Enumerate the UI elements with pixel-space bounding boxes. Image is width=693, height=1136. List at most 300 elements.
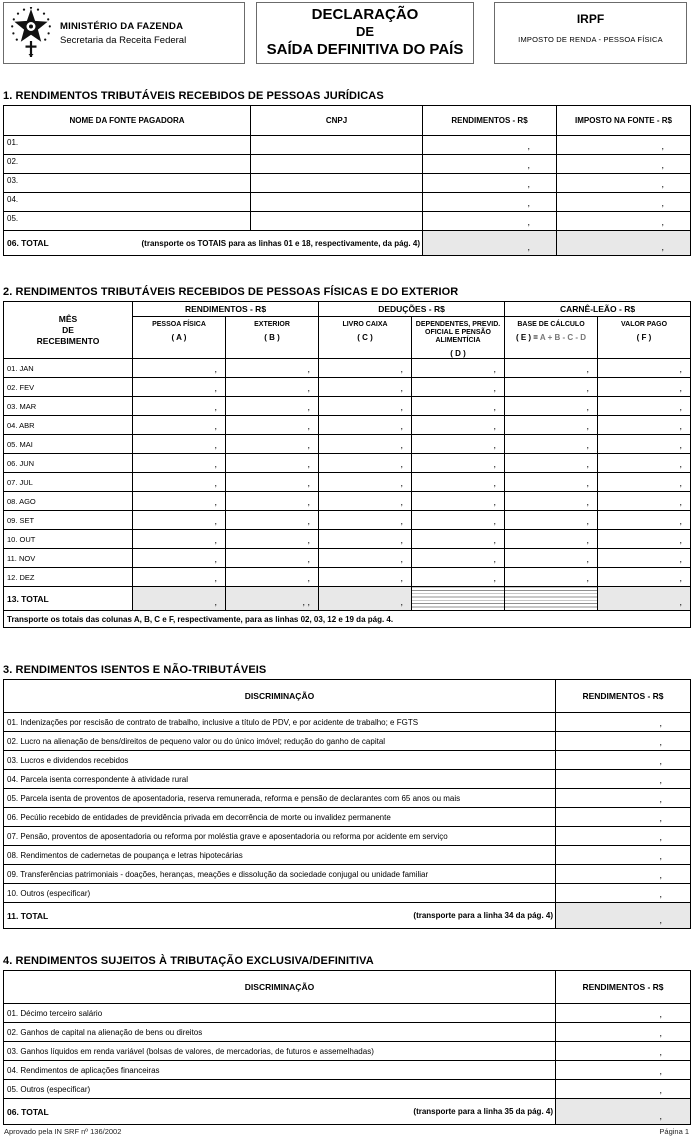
decimal-comma: , — [400, 402, 404, 413]
input-cell-d[interactable] — [412, 416, 505, 435]
ministry-name: MINISTÉRIO DA FAZENDA — [60, 20, 184, 32]
rendimentos-input-cell[interactable] — [556, 751, 691, 770]
decimal-comma: , — [307, 440, 311, 451]
hatched-cell-d — [412, 587, 505, 611]
fonte-input-cell[interactable] — [4, 174, 251, 193]
decimal-comma: , — [679, 421, 683, 432]
approval-note: Aprovado pela IN SRF nº 136/2002 — [4, 1127, 122, 1136]
month-row — [4, 549, 691, 568]
total-label-cell — [4, 903, 556, 929]
total-note: (transporte para a linha 35 da pág. 4) — [413, 1107, 553, 1117]
table-row — [4, 751, 691, 770]
row-description: 03. Ganhos líquidos em renda variável (bolsas de valores, de mercadorias, de futuros e assemelhadas) — [4, 1042, 556, 1061]
column-header-fonte: NOME DA FONTE PAGADORA — [4, 106, 251, 136]
fonte-input-cell[interactable] — [4, 136, 251, 155]
decimal-comma: , — [586, 402, 590, 413]
decimal-comma: , — [659, 1009, 662, 1020]
decimal-comma: , — [586, 497, 590, 508]
group-header-rendimentos: RENDIMENTOS - R$ — [133, 302, 319, 317]
rendimentos-input-cell[interactable] — [556, 1080, 691, 1099]
month-row — [4, 397, 691, 416]
table-row — [4, 846, 691, 865]
decimal-comma: , — [586, 535, 590, 546]
input-cell-d[interactable] — [412, 511, 505, 530]
decimal-comma: , — [659, 1085, 662, 1096]
table-row — [4, 212, 691, 231]
decimal-comma: , — [214, 421, 217, 432]
input-cell-b[interactable] — [226, 492, 319, 511]
decimal-comma: , — [214, 516, 217, 527]
month-label: 10. OUT — [4, 530, 133, 549]
decimal-comma: , — [400, 383, 404, 394]
decimal-comma: , — [586, 516, 590, 527]
rendimentos-input-cell[interactable] — [556, 827, 691, 846]
row-number: 03. — [7, 176, 19, 185]
column-header-base-calculo: BASE DE CÁLCULO ( E ) = A + B - C - D — [505, 317, 598, 359]
decimal-comma: , — [679, 535, 683, 546]
input-cell-d[interactable] — [412, 473, 505, 492]
decimal-comma: , — [586, 364, 590, 375]
input-cell-a[interactable] — [133, 473, 226, 492]
decimal-comma: , — [400, 478, 404, 489]
decimal-comma: , — [659, 737, 662, 748]
input-cell-e[interactable] — [505, 454, 598, 473]
decimal-comma: , — [659, 718, 662, 729]
decimal-comma: , — [661, 141, 664, 151]
total-label: 06. TOTAL — [7, 238, 49, 248]
total-row — [4, 1099, 691, 1125]
cnpj-input-cell[interactable] — [251, 155, 423, 174]
cnpj-input-cell[interactable] — [251, 136, 423, 155]
month-label: 08. AGO — [4, 492, 133, 511]
decimal-comma: , — [659, 915, 662, 926]
page-number: Página 1 — [659, 1127, 689, 1136]
input-cell-e[interactable] — [505, 359, 598, 378]
table-row — [4, 1004, 691, 1023]
month-label: 01. JAN — [4, 359, 133, 378]
month-row — [4, 454, 691, 473]
input-cell-b[interactable] — [226, 530, 319, 549]
rendimentos-input-cell[interactable] — [423, 193, 557, 212]
total-row — [4, 903, 691, 929]
column-header-discriminacao: DISCRIMINAÇÃO — [4, 680, 556, 713]
decimal-comma: , — [307, 383, 311, 394]
row-description: 08. Rendimentos de cadernetas de poupança e letras hipotecárias — [4, 846, 556, 865]
decimal-comma: , — [527, 179, 530, 189]
decimal-comma: , — [659, 775, 662, 786]
input-cell-a[interactable] — [133, 359, 226, 378]
decimal-comma: , — [400, 497, 404, 508]
total-cell-a — [133, 587, 226, 611]
table-row — [4, 713, 691, 732]
decimal-comma: , — [679, 597, 683, 608]
secretariat-name: Secretaria da Receita Federal — [60, 34, 187, 46]
input-cell-b[interactable] — [226, 378, 319, 397]
decimal-comma: , — [214, 597, 217, 608]
row-description: 09. Transferências patrimoniais - doações, heranças, meações e dissolução da sociedade conjugal ou unidade familiar — [4, 865, 556, 884]
rendimentos-input-cell[interactable] — [423, 155, 557, 174]
input-cell-e[interactable] — [505, 435, 598, 454]
table-row — [4, 174, 691, 193]
row-description: 10. Outros (especificar) — [4, 884, 556, 903]
table-row — [4, 155, 691, 174]
rendimentos-input-cell[interactable] — [556, 1023, 691, 1042]
table-row — [4, 827, 691, 846]
decimal-comma: , — [679, 402, 683, 413]
decimal-comma: , — [400, 459, 404, 470]
table-row — [4, 193, 691, 212]
decimal-comma: , — [661, 179, 664, 189]
total-label-cell — [4, 231, 423, 256]
row-description: 02. Lucro na alienação de bens/direitos de pequeno valor ou do único imóvel; redução do ganho de capital — [4, 732, 556, 751]
input-cell-f[interactable] — [598, 568, 691, 587]
input-cell-b[interactable] — [226, 511, 319, 530]
input-cell-b[interactable] — [226, 359, 319, 378]
decimal-comma: , — [493, 402, 497, 413]
imposto-input-cell[interactable] — [557, 155, 691, 174]
decimal-comma: , — [679, 497, 683, 508]
decimal-comma: , — [307, 497, 311, 508]
decimal-comma: , — [493, 383, 497, 394]
decimal-comma: , — [214, 364, 217, 375]
table-row — [4, 770, 691, 789]
form-title-line1: DECLARAÇÃO — [311, 6, 419, 23]
decimal-comma: , — [659, 813, 662, 824]
column-header-livro-caixa: LIVRO CAIXA ( C ) — [319, 317, 412, 359]
decimal-comma: , — [661, 198, 664, 208]
decimal-comma: , — [493, 478, 497, 489]
input-cell-d[interactable] — [412, 549, 505, 568]
input-cell-e[interactable] — [505, 473, 598, 492]
rendimentos-input-cell[interactable] — [556, 789, 691, 808]
rendimentos-input-cell[interactable] — [423, 174, 557, 193]
decimal-comma: , — [493, 459, 497, 470]
rendimentos-input-cell[interactable] — [556, 1004, 691, 1023]
input-cell-c[interactable] — [319, 378, 412, 397]
column-header-discriminacao: DISCRIMINAÇÃO — [4, 971, 556, 1004]
input-cell-c[interactable] — [319, 492, 412, 511]
table-row — [4, 789, 691, 808]
input-cell-e[interactable] — [505, 378, 598, 397]
table-row — [4, 808, 691, 827]
decimal-comma: , — [400, 364, 404, 375]
decimal-comma: , — [307, 516, 311, 527]
pj-income-table — [3, 105, 691, 256]
decimal-comma: , — [400, 535, 404, 546]
rendimentos-input-cell[interactable] — [556, 770, 691, 789]
brazil-coat-of-arms-icon — [11, 7, 51, 59]
decimal-comma: , — [307, 554, 311, 565]
total-cell-c — [319, 587, 412, 611]
imposto-input-cell[interactable] — [557, 136, 691, 155]
input-cell-b[interactable] — [226, 473, 319, 492]
table-row — [4, 1042, 691, 1061]
table-row — [4, 1080, 691, 1099]
decimal-comma: , — [586, 573, 590, 584]
input-cell-f[interactable] — [598, 416, 691, 435]
month-label: 06. JUN — [4, 454, 133, 473]
fonte-input-cell[interactable] — [4, 212, 251, 231]
input-cell-e[interactable] — [505, 511, 598, 530]
decimal-comma: , — [400, 573, 404, 584]
column-header-imposto: IMPOSTO NA FONTE - R$ — [557, 106, 691, 136]
month-row — [4, 473, 691, 492]
decimal-comma: , — [400, 421, 404, 432]
input-cell-f[interactable] — [598, 359, 691, 378]
decimal-comma: , — [214, 478, 217, 489]
decimal-comma: , — [493, 573, 497, 584]
column-header-rendimentos: RENDIMENTOS - R$ — [556, 680, 691, 713]
imposto-input-cell[interactable] — [557, 212, 691, 231]
input-cell-f[interactable] — [598, 454, 691, 473]
rendimentos-input-cell[interactable] — [556, 713, 691, 732]
decimal-comma: , — [527, 198, 530, 208]
decimal-comma: , — [400, 516, 404, 527]
column-header-valor-pago: VALOR PAGO ( F ) — [598, 317, 691, 359]
input-cell-d[interactable] — [412, 378, 505, 397]
decimal-comma: , — [493, 497, 497, 508]
input-cell-a[interactable] — [133, 435, 226, 454]
input-cell-c[interactable] — [319, 568, 412, 587]
input-cell-f[interactable] — [598, 530, 691, 549]
decimal-comma: , , — [302, 597, 311, 608]
imposto-input-cell[interactable] — [557, 193, 691, 212]
rendimentos-input-cell[interactable] — [556, 865, 691, 884]
input-cell-c[interactable] — [319, 416, 412, 435]
row-description: 02. Ganhos de capital na alienação de bens ou direitos — [4, 1023, 556, 1042]
input-cell-c[interactable] — [319, 454, 412, 473]
cnpj-input-cell[interactable] — [251, 174, 423, 193]
input-cell-d[interactable] — [412, 454, 505, 473]
decimal-comma: , — [679, 364, 683, 375]
cnpj-input-cell[interactable] — [251, 212, 423, 231]
decimal-comma: , — [527, 141, 530, 151]
decimal-comma: , — [659, 756, 662, 767]
input-cell-c[interactable] — [319, 359, 412, 378]
rendimentos-input-cell[interactable] — [556, 884, 691, 903]
month-row — [4, 511, 691, 530]
total-value-cell — [556, 903, 691, 929]
decimal-comma: , — [493, 516, 497, 527]
rendimentos-input-cell[interactable] — [556, 846, 691, 865]
total-cell-b — [226, 587, 319, 611]
row-number: 02. — [7, 157, 19, 166]
input-cell-c[interactable] — [319, 397, 412, 416]
decimal-comma: , — [586, 459, 590, 470]
decimal-comma: , — [307, 402, 311, 413]
decimal-comma: , — [659, 870, 662, 881]
total-row — [4, 587, 691, 611]
input-cell-a[interactable] — [133, 492, 226, 511]
group-header-deducoes: DEDUÇÕES - R$ — [319, 302, 505, 317]
decimal-comma: , — [679, 459, 683, 470]
decimal-comma: , — [493, 535, 497, 546]
rendimentos-input-cell[interactable] — [556, 732, 691, 751]
imposto-input-cell[interactable] — [557, 174, 691, 193]
decimal-comma: , — [307, 364, 311, 375]
input-cell-b[interactable] — [226, 435, 319, 454]
decimal-comma: , — [586, 478, 590, 489]
rendimentos-input-cell[interactable] — [423, 136, 557, 155]
input-cell-b[interactable] — [226, 549, 319, 568]
decimal-comma: , — [214, 383, 217, 394]
input-cell-c[interactable] — [319, 549, 412, 568]
decimal-comma: , — [400, 597, 404, 608]
rendimentos-input-cell[interactable] — [556, 1061, 691, 1080]
month-label: 09. SET — [4, 511, 133, 530]
decimal-comma: , — [661, 160, 664, 170]
decimal-comma: , — [214, 497, 217, 508]
table-row — [4, 884, 691, 903]
total-label: 13. TOTAL — [4, 587, 133, 611]
total-rendimentos-cell — [423, 231, 557, 256]
decimal-comma: , — [307, 478, 311, 489]
row-description: 07. Pensão, proventos de aposentadoria ou reforma por moléstia grave e aposentadoria ou reforma por acidente em serviço — [4, 827, 556, 846]
section-2-title: 2. RENDIMENTOS TRIBUTÁVEIS RECEBIDOS DE PESSOAS FÍSICAS E DO EXTERIOR — [3, 286, 459, 298]
row-description: 05. Parcela isenta de proventos de aposentadoria, reserva remunerada, reforma e pensão de declarantes com 65 anos ou mais — [4, 789, 556, 808]
fonte-input-cell[interactable] — [4, 155, 251, 174]
form-title-line2: DE — [355, 24, 375, 39]
table-row — [4, 732, 691, 751]
row-number: 01. — [7, 138, 19, 147]
irpf-box — [494, 2, 687, 64]
input-cell-d[interactable] — [412, 568, 505, 587]
column-header-rendimentos: RENDIMENTOS - R$ — [556, 971, 691, 1004]
input-cell-e[interactable] — [505, 492, 598, 511]
input-cell-c[interactable] — [319, 435, 412, 454]
row-number: 05. — [7, 214, 19, 223]
rendimentos-input-cell[interactable] — [556, 1042, 691, 1061]
table-row — [4, 136, 691, 155]
hatched-cell-e — [505, 587, 598, 611]
input-cell-f[interactable] — [598, 492, 691, 511]
input-cell-e[interactable] — [505, 416, 598, 435]
decimal-comma: , — [400, 554, 404, 565]
month-label: 02. FEV — [4, 378, 133, 397]
month-label: 11. NOV — [4, 549, 133, 568]
transport-note: Transporte os totais das colunas A, B, C e F, respectivamente, para as linhas 02, 03, 12 e 19 da pág. 4. — [4, 611, 691, 628]
input-cell-b[interactable] — [226, 568, 319, 587]
decimal-comma: , — [527, 160, 530, 170]
decimal-comma: , — [659, 1028, 662, 1039]
column-header-month: MÊS DE RECEBIMENTO — [4, 302, 133, 359]
page-footer — [3, 1127, 690, 1136]
input-cell-a[interactable] — [133, 530, 226, 549]
input-cell-e[interactable] — [505, 568, 598, 587]
input-cell-b[interactable] — [226, 397, 319, 416]
input-cell-a[interactable] — [133, 549, 226, 568]
irpf-label: IRPF — [576, 12, 605, 26]
input-cell-e[interactable] — [505, 549, 598, 568]
decimal-comma: , — [307, 421, 311, 432]
input-cell-f[interactable] — [598, 435, 691, 454]
input-cell-f[interactable] — [598, 549, 691, 568]
table-row — [4, 1061, 691, 1080]
total-label: 11. TOTAL — [7, 910, 49, 921]
column-header-cnpj: CNPJ — [251, 106, 423, 136]
input-cell-a[interactable] — [133, 378, 226, 397]
total-label-cell — [4, 1099, 556, 1125]
input-cell-d[interactable] — [412, 397, 505, 416]
row-number: 04. — [7, 195, 19, 204]
decimal-comma: , — [586, 421, 590, 432]
decimal-comma: , — [679, 383, 683, 394]
rendimentos-input-cell[interactable] — [556, 808, 691, 827]
input-cell-a[interactable] — [133, 454, 226, 473]
input-cell-f[interactable] — [598, 473, 691, 492]
input-cell-f[interactable] — [598, 397, 691, 416]
decimal-comma: , — [214, 573, 217, 584]
decimal-comma: , — [214, 440, 217, 451]
decimal-comma: , — [679, 478, 683, 489]
input-cell-a[interactable] — [133, 568, 226, 587]
total-cell-f — [598, 587, 691, 611]
input-cell-a[interactable] — [133, 397, 226, 416]
base-calculo-formula: A + B - C - D — [537, 333, 587, 343]
row-description: 04. Parcela isenta correspondente à atividade rural — [4, 770, 556, 789]
pf-exterior-income-table — [3, 301, 691, 628]
month-row — [4, 378, 691, 397]
input-cell-a[interactable] — [133, 511, 226, 530]
column-header-rendimentos: RENDIMENTOS - R$ — [423, 106, 557, 136]
input-cell-c[interactable] — [319, 473, 412, 492]
month-row — [4, 530, 691, 549]
decimal-comma: , — [661, 217, 664, 227]
table-row — [4, 1023, 691, 1042]
column-header-dependentes: DEPENDENTES, PREVID. OFICIAL E PENSÃO ALIMENTÍCIA ( D ) — [412, 317, 505, 359]
form-title-box — [256, 2, 474, 64]
input-cell-b[interactable] — [226, 454, 319, 473]
column-header-pessoa-fisica: PESSOA FÍSICA ( A ) — [133, 317, 226, 359]
decimal-comma: , — [659, 832, 662, 843]
decimal-comma: , — [659, 1047, 662, 1058]
input-cell-f[interactable] — [598, 378, 691, 397]
input-cell-d[interactable] — [412, 359, 505, 378]
input-cell-d[interactable] — [412, 492, 505, 511]
input-cell-b[interactable] — [226, 416, 319, 435]
decimal-comma: , — [214, 554, 217, 565]
month-row — [4, 416, 691, 435]
rendimentos-input-cell[interactable] — [423, 212, 557, 231]
decimal-comma: , — [659, 1066, 662, 1077]
input-cell-a[interactable] — [133, 416, 226, 435]
total-value-cell — [556, 1099, 691, 1125]
decimal-comma: , — [659, 794, 662, 805]
input-cell-d[interactable] — [412, 530, 505, 549]
column-header-exterior: EXTERIOR ( B ) — [226, 317, 319, 359]
decimal-comma: , — [679, 516, 683, 527]
month-row — [4, 492, 691, 511]
month-label: 04. ABR — [4, 416, 133, 435]
section-3-title: 3. RENDIMENTOS ISENTOS E NÃO-TRIBUTÁVEIS — [3, 664, 267, 677]
fonte-input-cell[interactable] — [4, 193, 251, 212]
cnpj-input-cell[interactable] — [251, 193, 423, 212]
exclusive-taxation-table — [3, 970, 691, 1125]
input-cell-c[interactable] — [319, 511, 412, 530]
month-label: 03. MAR — [4, 397, 133, 416]
input-cell-c[interactable] — [319, 530, 412, 549]
month-row — [4, 359, 691, 378]
row-description: 03. Lucros e dividendos recebidos — [4, 751, 556, 770]
input-cell-f[interactable] — [598, 511, 691, 530]
input-cell-d[interactable] — [412, 435, 505, 454]
row-description: 01. Indenizações por rescisão de contrato de trabalho, inclusive a título de PDV, e por acidente de trabalho; e FGTS — [4, 713, 556, 732]
decimal-comma: , — [659, 1111, 662, 1122]
decimal-comma: , — [586, 440, 590, 451]
input-cell-e[interactable] — [505, 397, 598, 416]
decimal-comma: , — [214, 402, 217, 413]
input-cell-e[interactable] — [505, 530, 598, 549]
